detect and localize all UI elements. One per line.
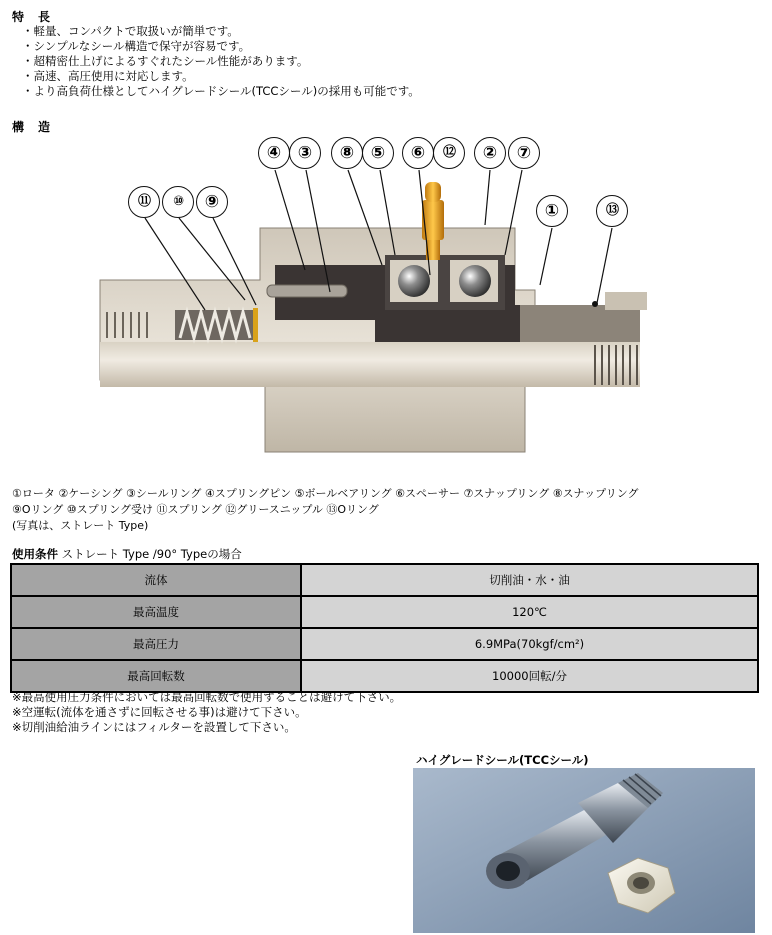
table-cell-value: 切削油・水・油 xyxy=(301,564,758,596)
callout-12: ⑫ xyxy=(433,137,465,169)
note: ※空運転(流体を通さずに回転させる事)は避けて下さい。 xyxy=(12,705,307,719)
table-cell-label: 流体 xyxy=(11,564,301,596)
callout-8: ⑧ xyxy=(331,137,363,169)
callout-10: ⑩ xyxy=(162,186,194,218)
table-row xyxy=(11,564,758,596)
conditions-title-rest: ストレート Type /90° Typeの場合 xyxy=(61,547,242,561)
photo-caption: ハイグレードシール(TCCシール) xyxy=(416,753,589,767)
table-cell-value: 6.9MPa(70kgf/cm²) xyxy=(301,628,758,660)
callout-11: ⑪ xyxy=(128,186,160,218)
conditions-title xyxy=(12,546,242,562)
note: ※切削油給油ラインにはフィルターを設置して下さい。 xyxy=(12,720,296,734)
callout-5: ⑤ xyxy=(362,137,394,169)
table-row xyxy=(11,596,758,628)
callout-7: ⑦ xyxy=(508,137,540,169)
callout-9: ⑨ xyxy=(196,186,228,218)
callout-2: ② xyxy=(474,137,506,169)
callout-3: ③ xyxy=(289,137,321,169)
table-cell-value: 120℃ xyxy=(301,596,758,628)
table-row xyxy=(11,660,758,692)
conditions-table xyxy=(10,563,759,693)
callout-1: ① xyxy=(536,195,568,227)
table-cell-label: 最高回転数 xyxy=(11,660,301,692)
structure-legend: ⑨Oリング ⑩スプリング受け ⑪スプリング ⑫グリースニップル ⑬Oリング xyxy=(12,503,379,516)
table-cell-value: 10000回転/分 xyxy=(301,660,758,692)
table-cell-label: 最高圧力 xyxy=(11,628,301,660)
callout-6: ⑥ xyxy=(402,137,434,169)
feature-item: ・軽量、コンパクトで取扱いが簡単です。 xyxy=(22,24,239,38)
feature-item: ・より高負荷仕様としてハイグレードシール(TCCシール)の採用も可能です。 xyxy=(22,84,420,98)
structure-legend: ①ロータ ②ケーシング ③シールリング ④スプリングピン ⑤ボールベアリング ⑥スペーサー ⑦スナップリング ⑧スナップリング xyxy=(12,487,639,500)
note: ※最高使用圧力条件においては最高回転数で使用することは避けて下さい。 xyxy=(12,690,402,704)
feature-item: ・超精密仕上げによるすぐれたシール性能があります。 xyxy=(22,54,309,68)
table-row xyxy=(11,628,758,660)
feature-item: ・高速、高圧使用に対応します。 xyxy=(22,69,194,83)
conditions-title-bold: 使用条件 xyxy=(12,547,58,561)
features-heading: 特長 xyxy=(12,10,65,24)
tcc-seal-photo xyxy=(413,768,755,933)
structure-legend-note: (写真は、ストレート Type) xyxy=(12,519,149,532)
feature-item: ・シンプルなシール構造で保守が容易です。 xyxy=(22,39,251,53)
structure-heading: 構造 xyxy=(12,120,65,134)
table-cell-label: 最高温度 xyxy=(11,596,301,628)
callout-4: ④ xyxy=(258,137,290,169)
callout-13: ⑬ xyxy=(596,195,628,227)
